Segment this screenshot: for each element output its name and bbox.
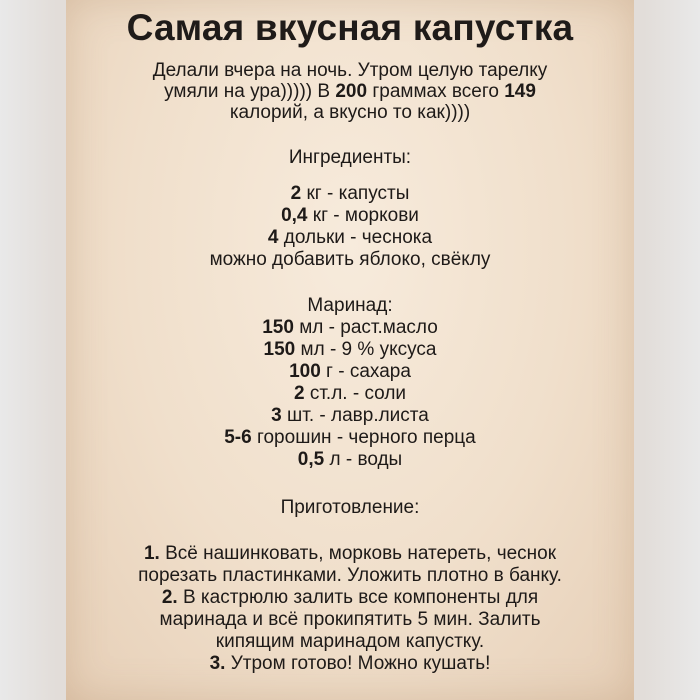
marinade-amount: 5-6 xyxy=(224,427,252,448)
ingredients-list xyxy=(66,183,634,271)
step-line xyxy=(74,609,626,631)
ingredients-title: Ингредиенты: xyxy=(288,147,412,168)
preparation-title: Приготовление: xyxy=(280,497,420,518)
marinade-item xyxy=(66,339,634,361)
marinade-text: горошин - черного перца xyxy=(251,427,476,448)
preparation-steps xyxy=(66,543,634,675)
step-text: порезать пластинками. Уложить плотно в банку. xyxy=(138,565,562,586)
marinade-text: ст.л. - соли xyxy=(304,383,407,404)
marinade-amount: 100 xyxy=(289,361,321,382)
intro-grams-value: 200 xyxy=(335,81,368,102)
intro-text: умяли на ура))))) В xyxy=(164,81,336,102)
marinade-item xyxy=(66,449,634,471)
ingredient-item xyxy=(66,227,634,249)
step-text: Всё нашинковать, морковь натереть, чеснок xyxy=(159,543,557,564)
marinade-title: Маринад: xyxy=(307,295,393,316)
ingredient-item xyxy=(66,205,634,227)
ingredient-text: дольки - чеснока xyxy=(278,227,433,248)
intro-text: граммах всего xyxy=(367,81,505,102)
intro-calories-value: 149 xyxy=(504,81,536,102)
step-text: Утром готово! Можно кушать! xyxy=(225,653,491,674)
marinade-text: мл - раст.масло xyxy=(293,317,438,338)
marinade-amount: 0,5 xyxy=(297,449,325,470)
recipe-intro xyxy=(106,60,594,123)
ingredient-text: можно добавить яблоко, свёклу xyxy=(209,249,491,270)
step-number: 1. xyxy=(143,543,160,564)
step-number: 3. xyxy=(209,653,226,674)
marinade-list xyxy=(66,317,634,471)
marinade-amount: 3 xyxy=(271,405,282,426)
marinade-item xyxy=(66,361,634,383)
ingredient-item xyxy=(66,183,634,205)
ingredient-text: кг - капусты xyxy=(301,183,410,204)
marinade-text: шт. - лавр.листа xyxy=(281,405,429,426)
marinade-amount: 150 xyxy=(262,317,294,338)
ingredient-text: кг - моркови xyxy=(307,205,419,226)
step-line xyxy=(74,565,626,587)
step-line xyxy=(74,653,626,675)
step-text: маринада и всё прокипятить 5 мин. Залить xyxy=(159,609,541,630)
step-number: 2. xyxy=(161,587,178,608)
recipe-title: Самая вкусная капустка xyxy=(126,7,574,48)
marinade-amount: 2 xyxy=(293,383,305,404)
marinade-item xyxy=(66,405,634,427)
marinade-text: л - воды xyxy=(324,449,403,470)
marinade-item xyxy=(66,317,634,339)
step-line xyxy=(74,631,626,653)
marinade-amount: 150 xyxy=(263,339,296,360)
recipe-content xyxy=(66,0,634,700)
marinade-text: мл - 9 % уксуса xyxy=(295,339,437,360)
marinade-item xyxy=(66,383,634,405)
intro-line-2 xyxy=(106,81,594,102)
step-line xyxy=(74,543,626,565)
ingredient-amount: 2 xyxy=(290,183,302,204)
marinade-item xyxy=(66,427,634,449)
step-text: кипящим маринадом капустку. xyxy=(215,631,485,652)
step-line xyxy=(74,587,626,609)
ingredient-item xyxy=(66,249,634,271)
ingredient-amount: 0,4 xyxy=(281,205,308,226)
step-text: В кастрюлю залить все компоненты для xyxy=(177,587,539,608)
marinade-text: г - сахара xyxy=(320,361,411,382)
intro-line-1: Делали вчера на ночь. Утром целую тарелку xyxy=(152,60,548,81)
ingredient-amount: 4 xyxy=(267,227,279,248)
intro-line-3: калорий, а вкусно то как)))) xyxy=(229,102,471,123)
